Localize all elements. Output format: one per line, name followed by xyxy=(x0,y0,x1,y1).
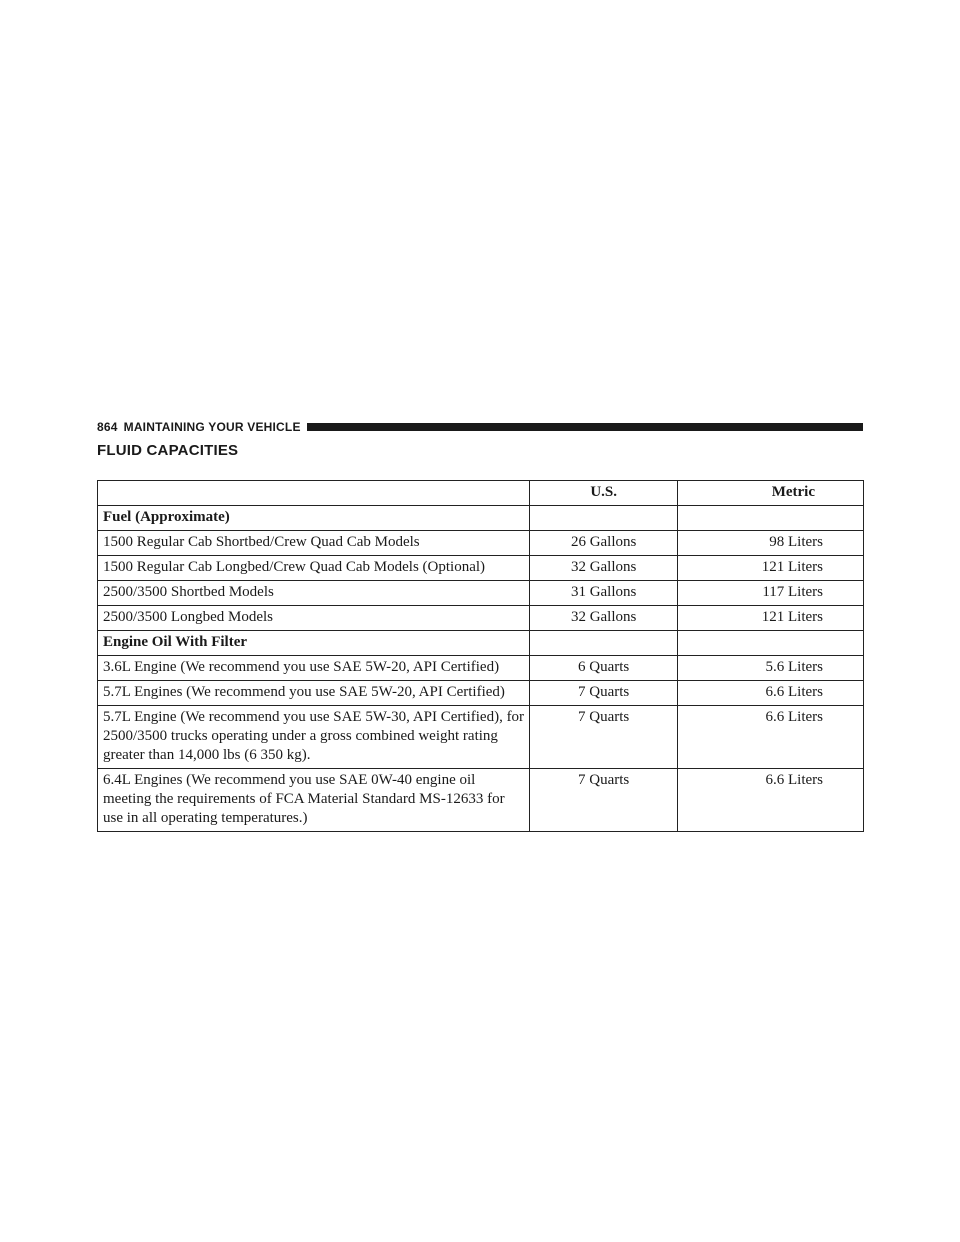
us-value: 32 Gallons xyxy=(530,556,678,581)
metric-value: 6.6 Liters xyxy=(678,681,864,706)
table-row xyxy=(98,531,864,556)
table-header-row xyxy=(98,481,864,506)
row-label: 5.7L Engines (We recommend you use SAE 5W-20, API Certified) xyxy=(98,681,530,706)
metric-value: 121 Liters xyxy=(678,556,864,581)
metric-value xyxy=(678,631,864,656)
row-label: 2500/3500 Longbed Models xyxy=(98,606,530,631)
table-row xyxy=(98,631,864,656)
metric-value: 6.6 Liters xyxy=(678,769,864,832)
table-row xyxy=(98,769,864,832)
table-row xyxy=(98,556,864,581)
table-row xyxy=(98,656,864,681)
row-label: 1500 Regular Cab Shortbed/Crew Quad Cab Models xyxy=(98,531,530,556)
metric-value: 117 Liters xyxy=(678,581,864,606)
row-label: 2500/3500 Shortbed Models xyxy=(98,581,530,606)
us-value: 7 Quarts xyxy=(530,769,678,832)
metric-value: 6.6 Liters xyxy=(678,706,864,769)
page-title: FLUID CAPACITIES xyxy=(97,442,239,459)
us-value: 7 Quarts xyxy=(530,706,678,769)
us-value: 6 Quarts xyxy=(530,656,678,681)
column-header-metric: Metric xyxy=(678,481,864,506)
row-label: 5.7L Engine (We recommend you use SAE 5W-30, API Certified), for 2500/3500 trucks operating under a gross combined weight rating greater than 14,000 lbs (6 350 kg). xyxy=(98,706,530,769)
row-label: 3.6L Engine (We recommend you use SAE 5W-20, API Certified) xyxy=(98,656,530,681)
table-row xyxy=(98,606,864,631)
metric-value: 98 Liters xyxy=(678,531,864,556)
group-label: Fuel (Approximate) xyxy=(98,506,530,531)
us-value: 7 Quarts xyxy=(530,681,678,706)
metric-value: 5.6 Liters xyxy=(678,656,864,681)
page-header xyxy=(97,420,863,434)
us-value xyxy=(530,631,678,656)
section-title: MAINTAINING YOUR VEHICLE xyxy=(123,420,301,434)
metric-value: 121 Liters xyxy=(678,606,864,631)
table-row xyxy=(98,706,864,769)
us-value: 31 Gallons xyxy=(530,581,678,606)
us-value: 32 Gallons xyxy=(530,606,678,631)
header-rule xyxy=(307,423,863,431)
us-value xyxy=(530,506,678,531)
column-header-item xyxy=(98,481,530,506)
row-label: 6.4L Engines (We recommend you use SAE 0W-40 engine oil meeting the requirements of FCA Material Standard MS-12633 for use in all operating temperatures.) xyxy=(98,769,530,832)
row-label: 1500 Regular Cab Longbed/Crew Quad Cab Models (Optional) xyxy=(98,556,530,581)
metric-value xyxy=(678,506,864,531)
table-row xyxy=(98,681,864,706)
table-row xyxy=(98,506,864,531)
table-row xyxy=(98,581,864,606)
fluid-capacities-table xyxy=(97,480,864,832)
column-header-us: U.S. xyxy=(530,481,678,506)
us-value: 26 Gallons xyxy=(530,531,678,556)
group-label: Engine Oil With Filter xyxy=(98,631,530,656)
page-number: 864 xyxy=(97,420,118,434)
